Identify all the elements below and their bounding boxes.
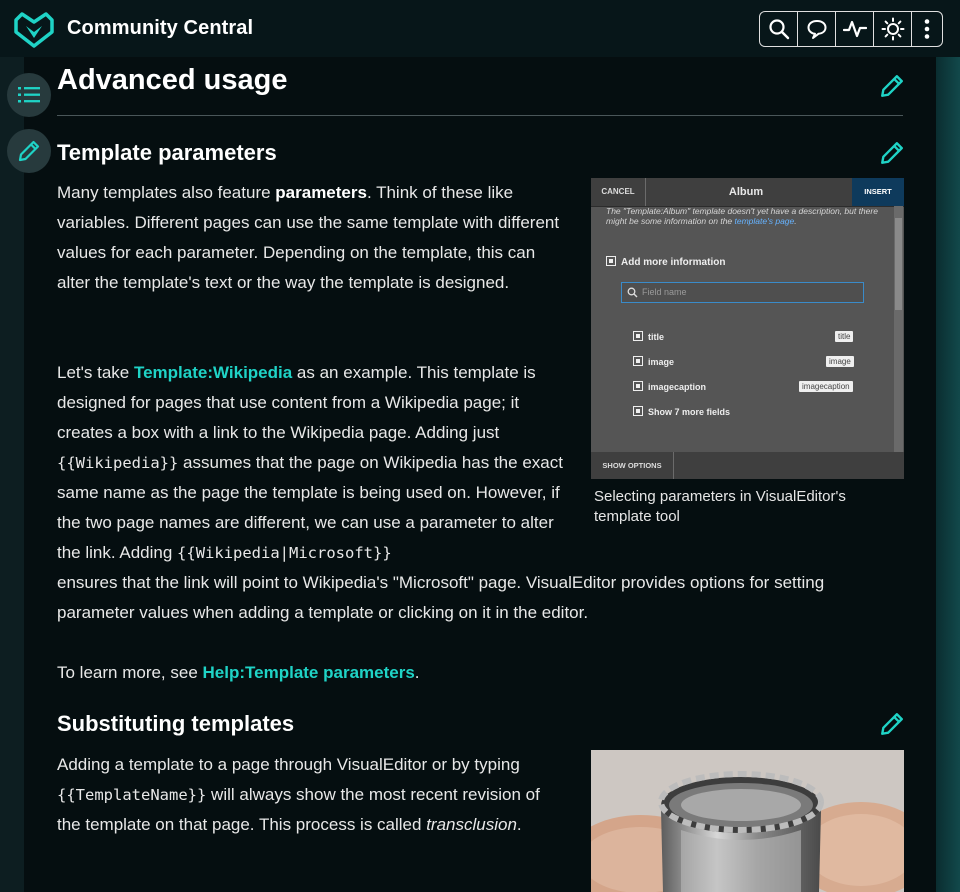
site-title[interactable]: Community Central — [67, 17, 254, 39]
right-rail — [936, 57, 960, 892]
param-title: title — [633, 331, 664, 342]
expand-icon — [633, 406, 643, 416]
discussion-icon — [806, 18, 828, 40]
search-icon — [768, 18, 790, 40]
figure-caption: Selecting parameters in VisualEditor's template tool — [594, 488, 846, 525]
bold-term: parameters — [275, 183, 367, 202]
section-heading-substituting-templates: Substituting templates — [57, 711, 295, 736]
pencil-icon[interactable] — [879, 140, 905, 166]
dialog-title: Album — [728, 186, 764, 198]
section-heading-template-parameters: Template parameters — [57, 140, 277, 165]
activity-icon — [843, 18, 867, 40]
sun-icon — [881, 17, 905, 41]
show-more-fields: Show 7 more fields — [633, 406, 730, 417]
cookie-cutter-image — [591, 750, 904, 892]
field-search-input — [621, 282, 864, 303]
checkbox-icon — [633, 356, 643, 366]
code-snippet: {{TemplateName}} — [57, 786, 207, 804]
paragraph: Many templates also feature parameters. Think of these like variables. Different pages can use the same template with different values for each parameter. Depending on the template, this can alter the template's text or the way the template is designed. — [57, 183, 560, 292]
help-template-parameters-link[interactable]: Help:Template parameters — [202, 663, 415, 682]
cancel-button: CANCEL — [591, 178, 646, 206]
search-icon — [627, 287, 638, 298]
pencil-icon[interactable] — [879, 73, 905, 99]
search-button[interactable] — [760, 12, 798, 46]
cookie-cutter-photo[interactable] — [591, 750, 904, 892]
toolbar — [759, 11, 943, 47]
checkbox-icon — [633, 331, 643, 341]
more-button[interactable] — [912, 12, 942, 46]
more-vertical-icon — [924, 18, 930, 40]
code-snippet: {{Wikipedia|Microsoft}} — [177, 544, 392, 562]
emphasis-term: transclusion — [426, 815, 517, 834]
discussion-button[interactable] — [798, 12, 836, 46]
show-options-button: SHOW OPTIONS — [591, 452, 674, 479]
dialog-description: The "Template:Album" template doesn't yet have a description, but there might be some information on the template's page. — [606, 206, 878, 226]
param-tag: image — [826, 356, 854, 367]
paragraph: Let's take Template:Wikipedia as an example. This template is designed for pages that use content from a Wikipedia page; it creates a box with a link to the Wikipedia page. Adding just {{Wikipedia}} assumes that the page on Wikipedia has the exact same name as the page the template is being used on. However, if the two page names are different, we can use a parameter to alter the link. Adding {{Wikipedia|Microsoft}} — [57, 363, 563, 562]
pencil-icon[interactable] — [879, 711, 905, 737]
param-tag: title — [835, 331, 853, 342]
checkbox-icon — [606, 256, 616, 266]
fandom-logo-icon[interactable] — [14, 10, 54, 48]
table-of-contents-button[interactable] — [7, 73, 51, 117]
search-placeholder: Field name — [642, 287, 687, 297]
title-divider — [57, 115, 903, 116]
paragraph: Adding a template to a page through VisualEditor or by typing {{TemplateName}} will always show the most recent revision of the template on that page. This process is called transclusion. — [57, 755, 540, 834]
code-snippet: {{Wikipedia}} — [57, 454, 179, 472]
scrollbar-thumb — [895, 218, 902, 310]
top-bar — [0, 0, 960, 57]
activity-button[interactable] — [836, 12, 874, 46]
add-more-information: Add more information — [606, 256, 725, 268]
template-wikipedia-link[interactable]: Template:Wikipedia — [133, 363, 293, 382]
visualeditor-screenshot-image[interactable] — [591, 178, 904, 479]
paragraph: To learn more, see Help:Template parameters. — [57, 663, 420, 682]
param-tag: imagecaption — [799, 381, 853, 392]
list-icon — [17, 84, 41, 106]
theme-toggle-button[interactable] — [874, 12, 912, 46]
pencil-icon — [17, 139, 41, 163]
insert-button: INSERT — [852, 178, 904, 206]
param-imagecaption: imagecaption — [633, 381, 706, 392]
edit-page-button[interactable] — [7, 129, 51, 173]
checkbox-icon — [633, 381, 643, 391]
page-title: Advanced usage — [57, 64, 288, 96]
param-image: image — [633, 356, 674, 367]
paragraph: ensures that the link will point to Wikipedia's "Microsoft" page. VisualEditor provides options for setting parameter values when adding a template or clicking on it in the editor. — [57, 573, 825, 622]
